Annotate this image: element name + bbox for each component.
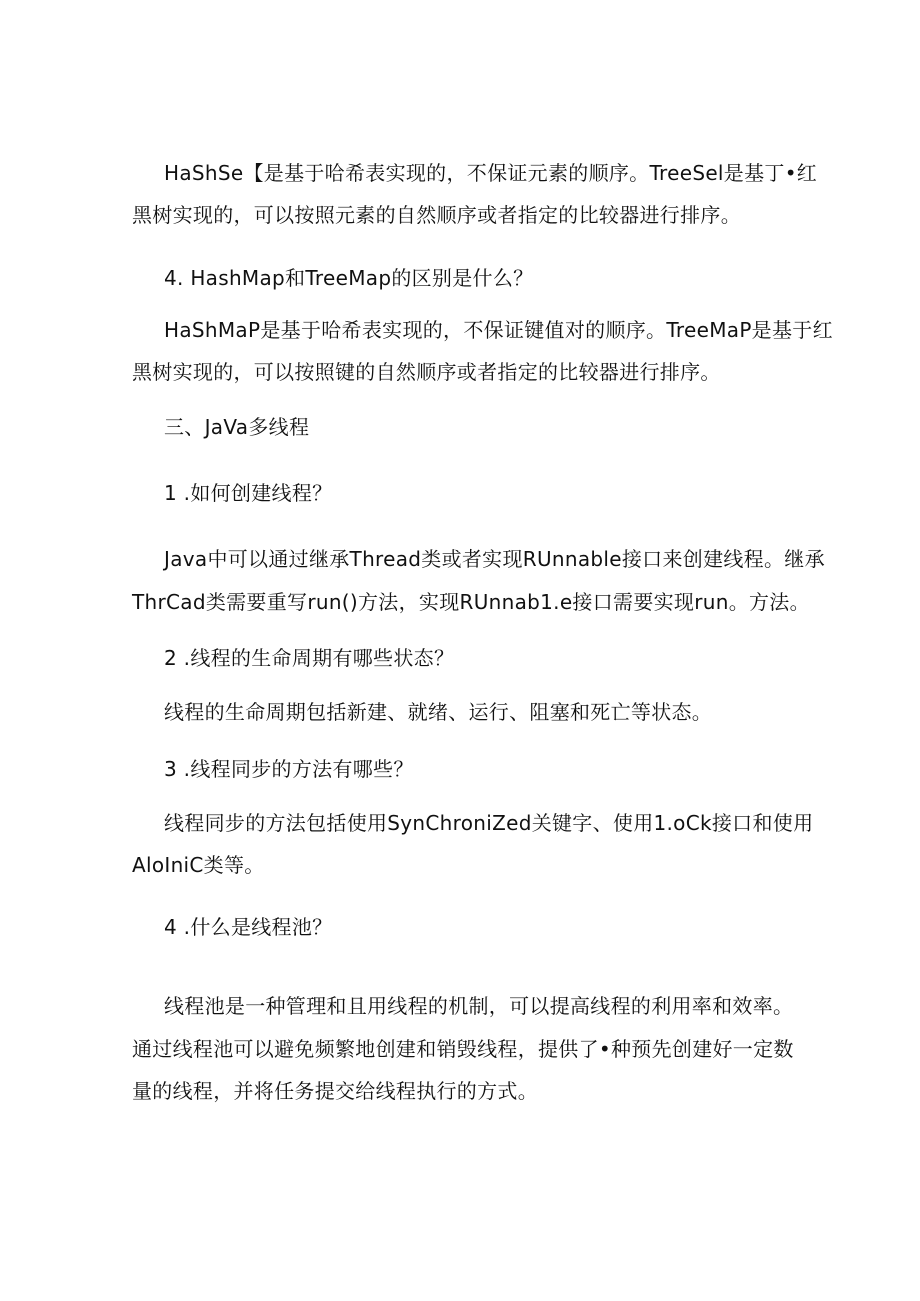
question-2-thread-lifecycle: 2 .线程的生命周期有哪些状态？ [164,646,455,670]
paragraph-create-thread-line-1: Java中可以通过继承Thread类或者实现RUnnable接口来创建线程。继承 [164,547,825,571]
question-4-hashmap-treemap: 4. HashMap和TreeMap的区别是什么？ [164,266,534,290]
question-4-thread-pool: 4 .什么是线程池？ [164,915,333,939]
paragraph-thread-sync-line-1: 线程同步的方法包括使用SynChroniZed关键字、使用1.oCk接口和使用 [164,811,814,835]
paragraph-hashset-line-1: HaShSe【是基于哈希表实现的，不保证元素的顺序。TreeSel是基丁•红 [164,161,818,185]
paragraph-thread-sync-line-2: AloIniC类等。 [132,853,265,877]
paragraph-thread-lifecycle: 线程的生命周期包括新建、就绪、运行、阻塞和死亡等状态。 [164,700,713,724]
paragraph-thread-pool-line-2: 通过线程池可以避免频繁地创建和销毁线程，提供了•种预先创建好一定数 [132,1037,794,1061]
paragraph-thread-pool-line-3: 量的线程，并将任务提交给线程执行的方式。 [132,1079,538,1103]
paragraph-hashmap-line-1: HaShMaP是基于哈希表实现的，不保证键值对的顺序。TreeMaP是基于红 [164,318,833,342]
question-3-thread-sync: 3 .线程同步的方法有哪些？ [164,757,414,781]
section-heading-java-multithreading: 三、JaVa多线程 [164,415,310,439]
paragraph-hashset-line-2: 黑树实现的，可以按照元素的自然顺序或者指定的比较器进行排序。 [132,203,741,227]
question-1-create-thread: 1 .如何创建线程？ [164,481,333,505]
paragraph-create-thread-line-2: ThrCad类需要重写run()方法，实现RUnnab1.e接口需要实现run。方法。 [132,590,810,614]
paragraph-thread-pool-line-1: 线程池是一种管理和且用线程的机制，可以提高线程的利用率和效率。 [164,994,794,1018]
paragraph-hashmap-line-2: 黑树实现的，可以按照键的自然顺序或者指定的比较器进行排序。 [132,360,721,384]
